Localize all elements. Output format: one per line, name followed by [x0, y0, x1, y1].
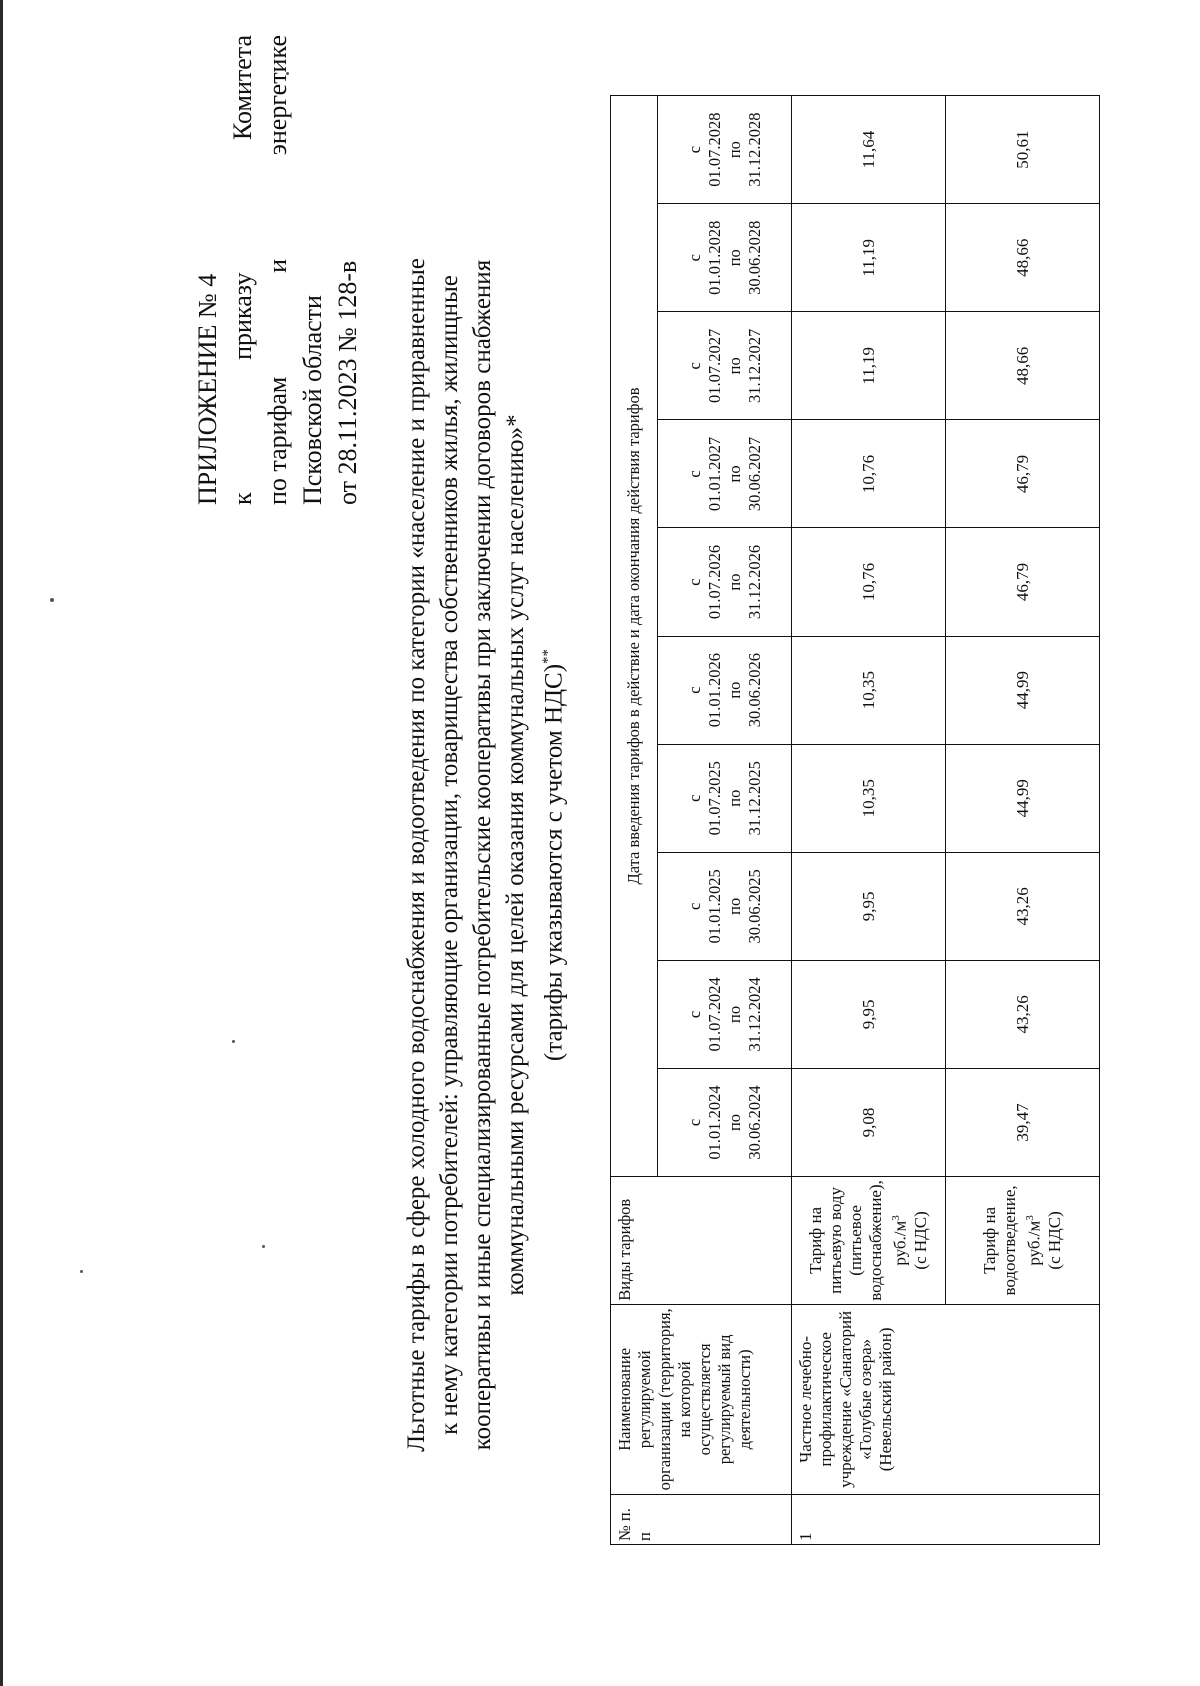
- period-cell: с 01.07.2026 по 31.12.2026: [658, 528, 792, 636]
- tariff-value: 10,76: [792, 528, 946, 636]
- period-cell: с 01.01.2024 по 30.06.2024: [658, 1068, 792, 1176]
- tariff-kind-water: Тариф на питьевую воду (питьевое водоснабжение), $руб./м^3$ (с НДС): [792, 1177, 946, 1305]
- col-header-kind: Виды тарифов: [611, 1177, 792, 1305]
- col-header-num: № п. п: [611, 1494, 792, 1544]
- title-line: кооперативы и иные специализированные потребительские кооперативы при заключении договоров снабжения: [469, 259, 496, 1451]
- appendix-word: по тарифам: [263, 376, 292, 505]
- organization-name: Частное лечебно-профилактическое учреждение «Санаторий «Голубые озера» (Невельский район): [792, 1304, 1100, 1494]
- appendix-word: к: [228, 492, 257, 505]
- col-header-dates: Дата введения тарифов в действие и дата окончания действия тарифов: [611, 96, 658, 1177]
- footnote-mark: **: [540, 648, 556, 664]
- period-cell: с 01.07.2028 по 31.12.2028: [658, 96, 792, 204]
- rotated-document-page: [193, 0, 1080, 1545]
- appendix-header: [190, 35, 365, 505]
- period-cell: с 01.07.2027 по 31.12.2027: [658, 312, 792, 420]
- appendix-word: Комитета: [228, 35, 257, 141]
- tariff-value: 10,35: [792, 636, 946, 744]
- table-row: [792, 96, 946, 1545]
- tariffs-table: [610, 95, 1100, 1545]
- tariff-value: 11,64: [792, 96, 946, 204]
- tariff-value: 11,19: [792, 312, 946, 420]
- tariff-value: 11,19: [792, 204, 946, 312]
- tariff-value: 10,76: [792, 420, 946, 528]
- title-line: Льготные тарифы в сфере холодного водоснабжения и водоотведения по категории «население и приравненные: [403, 258, 430, 1452]
- appendix-word: приказу: [228, 272, 257, 360]
- table-header-row: [611, 96, 658, 1545]
- appendix-region: Псковской области: [298, 295, 327, 505]
- tariff-value: 48,66: [946, 312, 1100, 420]
- appendix-line-order: [225, 35, 260, 505]
- tariff-value: 44,99: [946, 636, 1100, 744]
- period-cell: с 01.01.2028 по 30.06.2028: [658, 204, 792, 312]
- title-vat-note: (тарифы указываются с учетом НДС): [540, 663, 568, 1062]
- tariff-value: 39,47: [946, 1068, 1100, 1176]
- scan-speck: [232, 1040, 235, 1043]
- period-cell: с 01.01.2026 по 30.06.2026: [658, 636, 792, 744]
- tariff-value: 50,61: [946, 96, 1100, 204]
- tariff-value: 9,95: [792, 852, 946, 960]
- tariff-value: 48,66: [946, 204, 1100, 312]
- period-cell: с 01.07.2025 по 31.12.2025: [658, 744, 792, 852]
- tariff-value: 9,95: [792, 960, 946, 1068]
- appendix-number: ПРИЛОЖЕНИЕ № 4: [193, 273, 222, 505]
- tariff-value: 9,08: [792, 1068, 946, 1176]
- period-cell: с 01.07.2024 по 31.12.2024: [658, 960, 792, 1068]
- tariff-value: 46,79: [946, 528, 1100, 636]
- appendix-word: энергетике: [263, 35, 292, 156]
- title-line: [532, 205, 570, 1505]
- document-title: [400, 205, 570, 1505]
- appendix-line-committee: [260, 35, 295, 505]
- tariff-value: 43,26: [946, 852, 1100, 960]
- scan-speck: [262, 1245, 265, 1248]
- tariff-value: 43,26: [946, 960, 1100, 1068]
- appendix-date: от 28.11.2023 № 128-в: [333, 260, 362, 505]
- scan-speck: [50, 598, 54, 602]
- title-line: коммунальными ресурсами для целей оказания коммунальных услуг населению»*: [502, 414, 529, 1296]
- period-cell: с 01.01.2027 по 30.06.2027: [658, 420, 792, 528]
- tariff-value: 10,35: [792, 744, 946, 852]
- row-number: 1: [792, 1494, 1100, 1544]
- col-header-org: Наименование регулируемой организации (территория, на которой осуществляется регулируемый вид деятельности): [611, 1304, 792, 1494]
- title-line: к нему категории потребителей: управляющие организации, товарищества собственников жилья, жилищные: [436, 275, 463, 1435]
- scan-edge: [0, 0, 3, 1686]
- tariff-kind-drainage: Тариф на водоотведение, $руб./м^3$ (с НДС): [946, 1177, 1100, 1305]
- appendix-word: и: [263, 258, 292, 273]
- period-cell: с 01.01.2025 по 30.06.2025: [658, 852, 792, 960]
- tariff-value: 44,99: [946, 744, 1100, 852]
- scan-speck: [80, 1270, 83, 1273]
- tariff-value: 46,79: [946, 420, 1100, 528]
